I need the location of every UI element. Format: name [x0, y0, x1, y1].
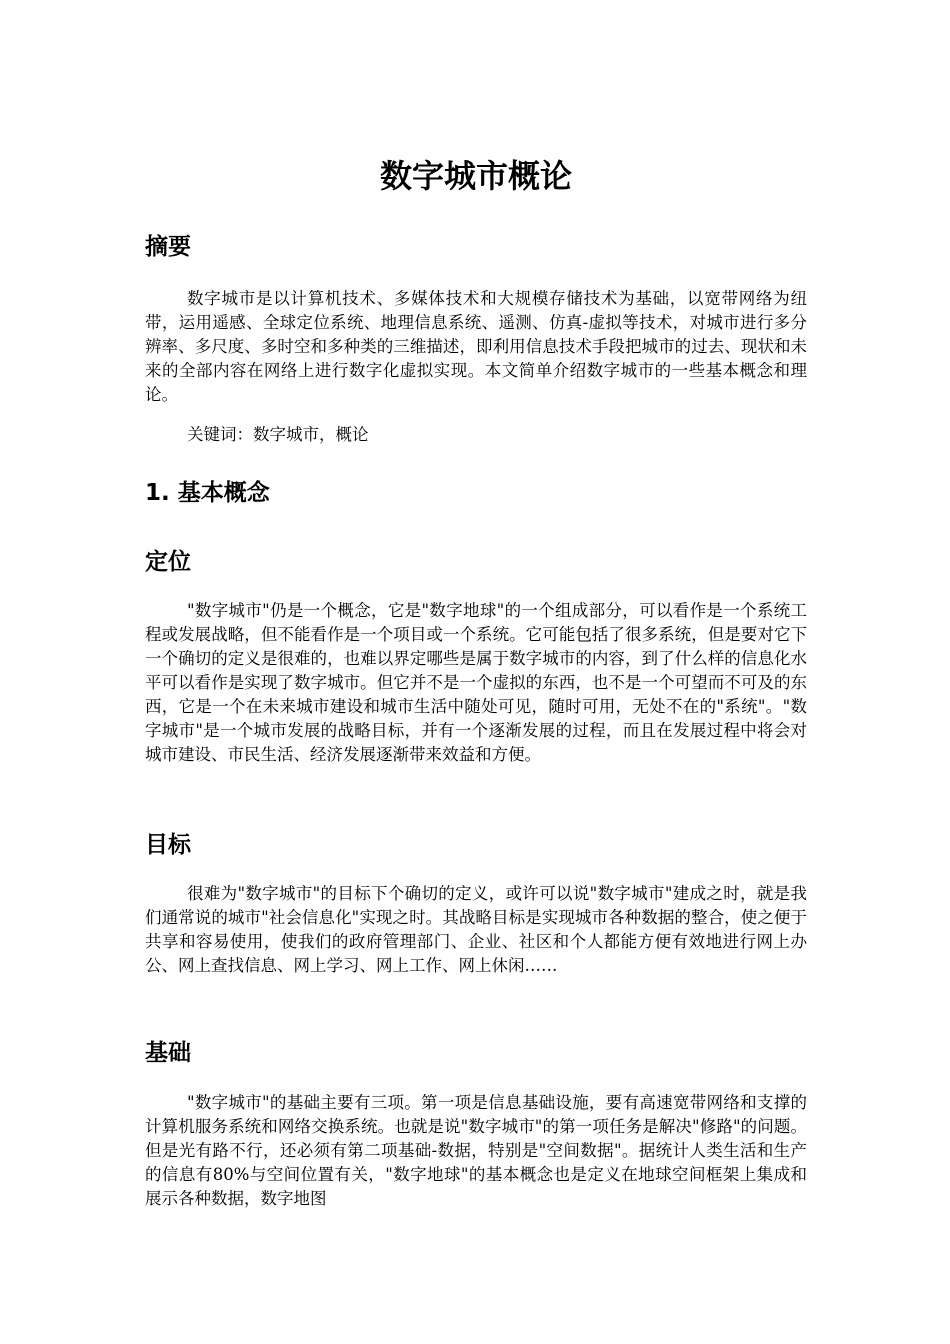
positioning-paragraph: "数字城市"仍是一个概念，它是"数字地球"的一个组成部分，可以看作是一个系统工程或发展战略，但不能看作是一个项目或一个系统。它可能包括了很多系统，但是要对它下一个确切的定义是很难的，也难以界定哪些是属于数字城市的内容，到了什么样的信息化水平可以看作是实现了数字城市。但它并不是一个虚拟的东西，也不是一个可望而不可及的东西，它是一个在未来城市建设和城市生活中随处可见，随时可用，无处不在的"系统"。"数字城市"是一个城市发展的战略目标，并有一个逐渐发展的过程，而且在发展过程中将会对城市建设、市民生活、经济发展逐渐带来效益和方便。 — [145, 601, 807, 764]
abstract-paragraph: 数字城市是以计算机技术、多媒体技术和大规模存储技术为基础，以宽带网络为纽带，运用遥感、全球定位系统、地理信息系统、遥测、仿真-虚拟等技术，对城市进行多分辨率、多尺度、多时空和多种类的三维描述，即利用信息技术手段把城市的过去、现状和未来的全部内容在网络上进行数字化虚拟实现。本文简单介绍数字城市的一些基本概念和理论。 — [145, 289, 807, 404]
abstract-heading: 摘要 — [145, 234, 191, 260]
positioning-heading: 定位 — [145, 549, 191, 575]
section-1-heading: 1. 基本概念 — [145, 480, 270, 506]
document-title: 数字城市概论 — [379, 157, 572, 195]
basis-heading: 基础 — [145, 1040, 191, 1066]
goal-paragraph: 很难为"数字城市"的目标下个确切的定义，或许可以说"数字城市"建成之时，就是我们通常说的城市"社会信息化"实现之时。其战略目标是实现城市各种数据的整合，使之便于共享和容易使用，使我们的政府管理部门、企业、社区和个人都能方便有效地进行网上办公、网上查找信息、网上学习、网上工作、网上休闲…… — [145, 884, 807, 975]
keywords-line: 关键词：数字城市，概论 — [187, 425, 369, 444]
goal-heading: 目标 — [145, 832, 191, 858]
basis-paragraph: "数字城市"的基础主要有三项。第一项是信息基础设施，要有高速宽带网络和支撑的计算机服务系统和网络交换系统。也就是说"数字城市"的第一项任务是解决"修路"的问题。但是光有路不行，还必须有第二项基础-数据，特别是"空间数据"。据统计人类生活和生产的信息有80%与空间位置有关，"数字地球"的基本概念也是定义在地球空间框架上集成和展示各种数据，数字地图 — [145, 1093, 807, 1208]
